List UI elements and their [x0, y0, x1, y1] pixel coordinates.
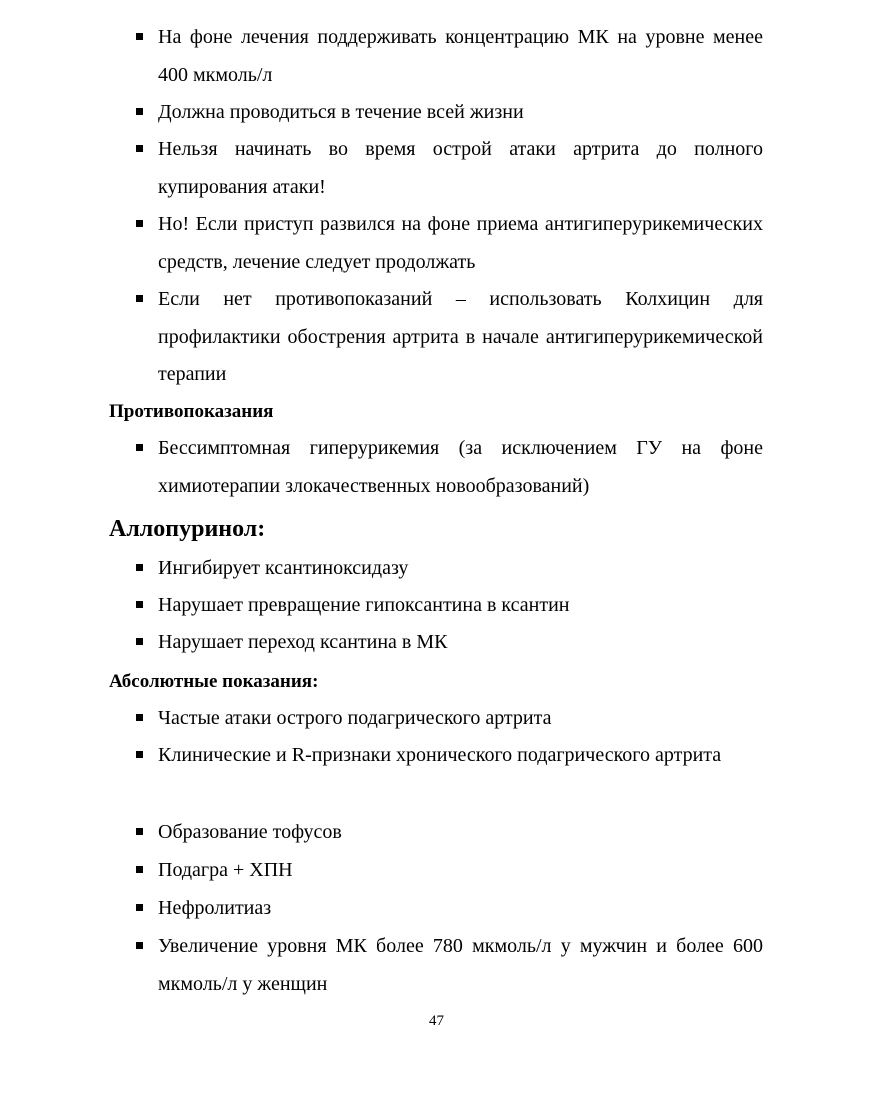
- bullet-icon: [136, 828, 143, 835]
- list-item-text: Частые атаки острого подагрического артрита: [158, 707, 552, 729]
- list-item: [158, 281, 763, 394]
- bullet-icon: [136, 601, 143, 608]
- list-item: [158, 700, 763, 738]
- bullet-icon: [136, 108, 143, 115]
- list-item-text: Клинические и R-признаки хронического подагрического артрита: [158, 744, 722, 766]
- list-item-text: Но! Если приступ развился на фоне приема антигиперурикемических средств, лечение следует продолжать: [158, 213, 763, 273]
- section-heading-absolute-indications: Абсолютные показания:: [109, 671, 319, 692]
- list-item-text: Нельзя начинать во время острой атаки артрита до полного купирования атаки!: [158, 138, 763, 198]
- bullet-icon: [136, 220, 143, 227]
- bullet-icon: [136, 33, 143, 40]
- list-item-text: Подагра + ХПН: [158, 859, 293, 881]
- list-item-text: Нарушает превращение гипоксантина в ксантин: [158, 594, 570, 616]
- list-item: [158, 890, 763, 928]
- bullet-icon: [136, 444, 143, 451]
- page-number: 47: [429, 1013, 444, 1029]
- section-heading-contraindications: Противопоказания: [109, 401, 274, 422]
- list-item: [158, 928, 763, 1003]
- list-item-text: Если нет противопоказаний – использовать Колхицин для профилактики обострения артрита в начале антигиперурикемической терапии: [158, 288, 763, 385]
- list-item: [158, 814, 763, 852]
- list-item-text: Должна проводиться в течение всей жизни: [158, 101, 524, 123]
- list-item: [158, 430, 763, 505]
- section-heading-allopurinol: Аллопуринол:: [109, 516, 266, 542]
- list-item: [158, 737, 763, 775]
- list-item: [158, 94, 763, 132]
- bullet-icon: [136, 145, 143, 152]
- list-item: [158, 587, 763, 625]
- bullet-icon: [136, 751, 143, 758]
- bullet-icon: [136, 942, 143, 949]
- list-item-text: Образование тофусов: [158, 821, 342, 843]
- list-item-text: Нефролитиаз: [158, 897, 272, 919]
- bullet-icon: [136, 564, 143, 571]
- bullet-icon: [136, 714, 143, 721]
- list-item: [158, 19, 763, 94]
- list-item: [158, 550, 763, 588]
- list-item-text: Увеличение уровня МК более 780 мкмоль/л у мужчин и более 600 мкмоль/л у женщин: [158, 935, 763, 995]
- list-item-text: Бессимптомная гиперурикемия (за исключением ГУ на фоне химиотерапии злокачественных новообразований): [158, 437, 763, 497]
- list-item: [158, 624, 763, 662]
- list-item-text: Нарушает переход ксантина в МК: [158, 631, 448, 653]
- list-item: [158, 206, 763, 281]
- bullet-icon: [136, 295, 143, 302]
- list-item: [158, 852, 763, 890]
- bullet-icon: [136, 866, 143, 873]
- list-item-text: Ингибирует ксантиноксидазу: [158, 557, 409, 579]
- bullet-icon: [136, 904, 143, 911]
- list-item-text: На фоне лечения поддерживать концентрацию МК на уровне менее 400 мкмоль/л: [158, 26, 763, 86]
- list-item: [158, 131, 763, 206]
- bullet-icon: [136, 638, 143, 645]
